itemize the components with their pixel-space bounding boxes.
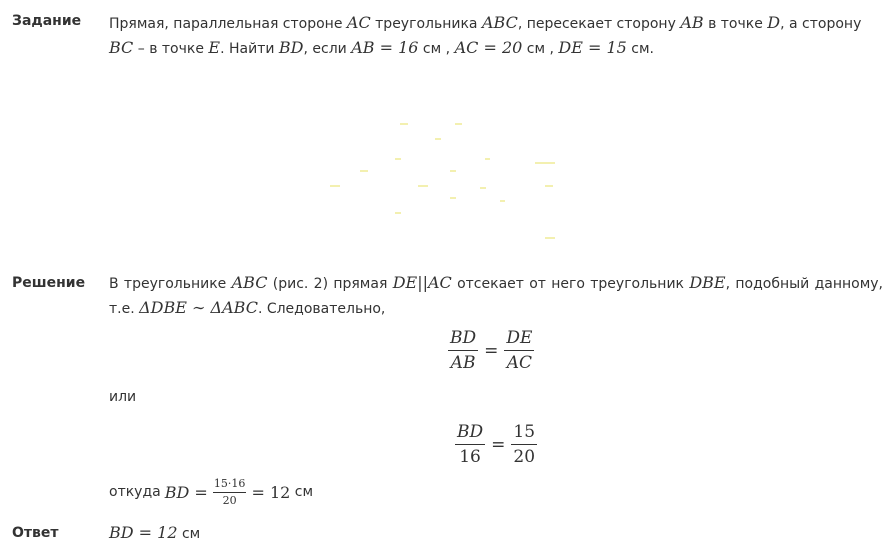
solution-text-1: В треугольнике — [109, 276, 232, 292]
fraction-numerator: BD — [448, 328, 478, 351]
formula-proportion — [448, 328, 534, 373]
fraction-numerator: 15 — [511, 422, 537, 445]
task-text-2: треугольника — [370, 16, 482, 32]
answer-unit: см — [177, 526, 201, 542]
solution-eq-2: = 12 — [246, 483, 291, 502]
solution-text-6: . Следовательно, — [257, 301, 386, 317]
task-math-e: E — [208, 38, 221, 57]
fraction-de-ac — [504, 328, 534, 373]
fraction-denominator: 16 — [459, 447, 481, 467]
solution-label: Решение — [12, 275, 86, 291]
solution-math-dbe: DBE — [689, 273, 726, 292]
solution-text — [109, 271, 883, 321]
fraction-denominator: 20 — [222, 494, 237, 507]
solution-math-abc: ABC — [231, 273, 268, 292]
solution-eq-1: = — [189, 483, 213, 502]
figure-faint — [300, 110, 640, 250]
solution-text-5: данному, т.е. — [109, 276, 884, 317]
equals-sign: = — [484, 340, 499, 361]
solution-unit: см — [290, 484, 314, 500]
solution-whence: откуда — [109, 484, 161, 500]
task-math-abc: ABC — [481, 13, 518, 32]
task-math-ac: AC — [346, 13, 371, 32]
task-math-ab-value: AB = 16 — [351, 38, 419, 57]
task-sep-2: , — [545, 41, 559, 57]
solution-or: или — [109, 389, 137, 405]
task-text-4: в точке — [703, 16, 768, 32]
task-math-bd: BD — [278, 38, 304, 57]
fraction-computation — [213, 478, 247, 507]
task-sep-1: , — [441, 41, 455, 57]
equals-sign: = — [491, 434, 506, 455]
task-text-1: Прямая, параллельная стороне — [109, 16, 347, 32]
task-unit-2: см — [522, 41, 546, 57]
fraction-bd-ab — [448, 328, 478, 373]
fraction-denominator: AB — [450, 353, 476, 373]
fraction-denominator: AC — [506, 353, 533, 373]
task-text-7: . Найти — [220, 41, 279, 57]
task-text — [109, 11, 883, 61]
fraction-numerator: DE — [504, 328, 534, 351]
task-math-bc: BC — [109, 38, 134, 57]
task-text-3: , пересекает сторону — [517, 16, 681, 32]
answer-text — [109, 521, 883, 546]
solution-text-2: (рис. 2) прямая — [267, 276, 393, 292]
task-text-6: – в точке — [133, 41, 209, 57]
formula-numeric-proportion — [455, 422, 537, 467]
solution-text-4: , подобный — [725, 276, 810, 292]
fraction-bd-16 — [455, 422, 485, 467]
fraction-denominator: 20 — [513, 447, 536, 467]
task-math-de-value: DE = 15 — [558, 38, 627, 57]
answer-label: Ответ — [12, 525, 59, 541]
fraction-numerator: 15·16 — [213, 478, 247, 493]
solution-result-line — [109, 478, 883, 507]
solution-math-bd: BD — [164, 483, 190, 502]
fraction-15-20 — [511, 422, 537, 467]
task-math-ab: AB — [680, 13, 704, 32]
answer-math: BD = 12 — [109, 523, 178, 542]
task-text-8: , если — [303, 41, 352, 57]
task-text-5: , а сторону — [780, 16, 862, 32]
task-math-d: D — [767, 13, 781, 32]
task-unit-3: см. — [626, 41, 654, 57]
solution-math-similar: ΔDBE ∼ ΔABC — [139, 298, 258, 317]
task-label: Задание — [12, 13, 82, 29]
task-math-ac-value: AC = 20 — [454, 38, 523, 57]
solution-text-3: отсекает от него треугольник — [451, 276, 690, 292]
fraction-numerator: BD — [455, 422, 485, 445]
task-unit-1: см — [418, 41, 442, 57]
solution-math-de-ac: DE||AC — [392, 273, 452, 292]
